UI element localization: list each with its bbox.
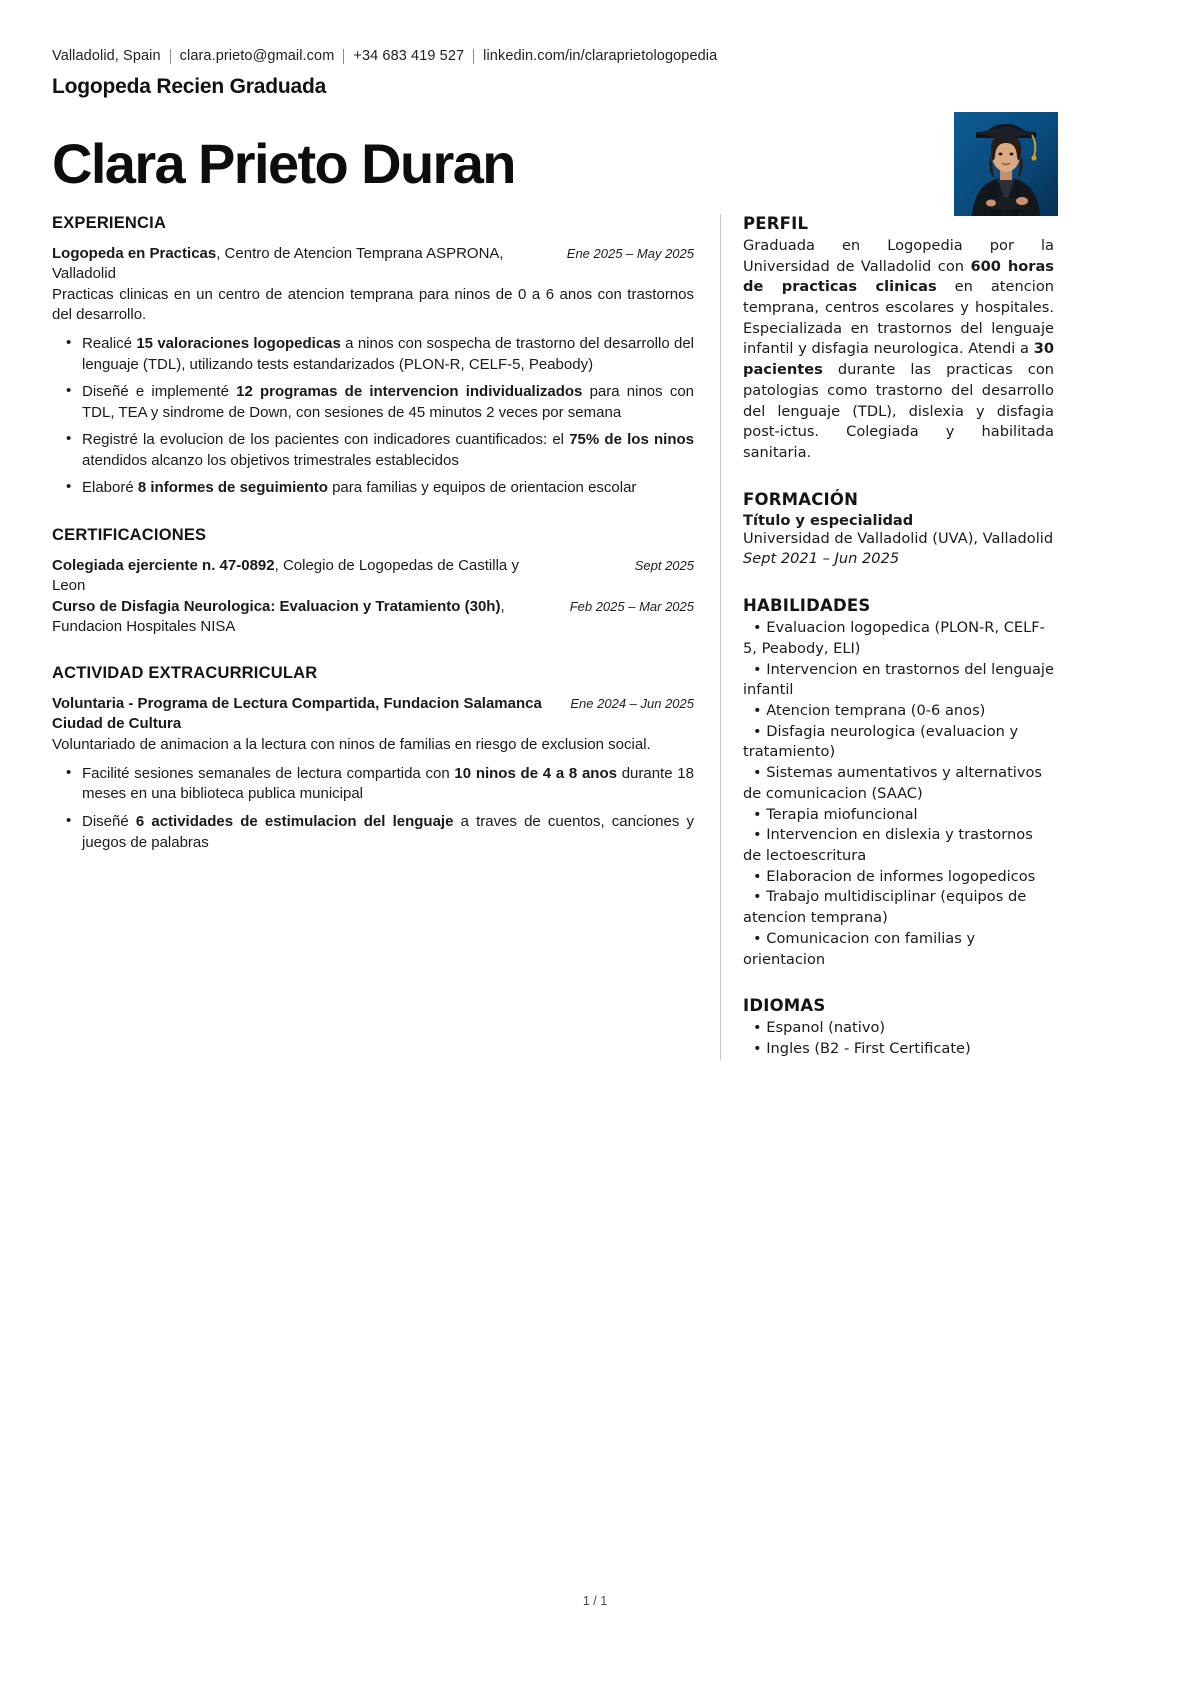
perfil-paragraph: Graduada en Logopedia por la Universidad de Valladolid con 600 horas de practicas clinicas en atencion temprana, centros escolares y hospitales. Especializada en trastornos del lenguaje infantil y disfagia neurologica. Atendi a 30 pacientes durante las practicas con patologias como trastorno del desarrollo del lenguaje (TDL), dislexia y disfagia post-ictus. Colegiada y habilitada sanitaria. [743, 236, 1055, 461]
section-title-experiencia: EXPERIENCIA [52, 213, 167, 232]
skill-item: • Atencion temprana (0-6 anos) [743, 701, 1054, 722]
section-title-perfil: PERFIL [743, 213, 809, 233]
skill-item: • Disfagia neurologica (evaluacion y tratamiento) [743, 722, 1054, 763]
bullet-item: • Realicé 15 valoraciones logopedicas a ninos con sospecha de trastorno del desarrollo del lenguaje (TDL), utilizando tests estandarizados (PLON-R, CELF-5, Peabody) [82, 334, 694, 375]
bullet-item: • Diseñé 6 actividades de estimulacion del lenguaje a traves de cuentos, canciones y juegos de palabras [82, 812, 694, 853]
extracurricular-entry [52, 694, 694, 853]
language-item: • Ingles (B2 - First Certificate) [743, 1039, 1054, 1060]
entry-title: Logopeda en Practicas, Centro de Atencion Temprana ASPRONA, Valladolid [52, 244, 504, 282]
bullet-item: • Registré la evolucion de los pacientes con indicadores cuantificados: el 75% de los ninos atendidos alcanzo los objetivos trimestrales establecidos [82, 430, 694, 471]
language-item: • Espanol (nativo) [743, 1018, 1054, 1039]
entry-header [52, 244, 694, 284]
candidate-name: Clara Prieto Duran [52, 132, 515, 195]
skill-item: • Sistemas aumentativos y alternativos de comunicacion (SAAC) [743, 763, 1054, 804]
entry-header [52, 694, 694, 734]
contact-separator [343, 49, 344, 64]
right-column [720, 214, 1054, 1060]
skill-item: • Comunicacion con familias y orientacion [743, 929, 1054, 970]
bullet-list [52, 334, 694, 499]
certification-title: Curso de Disfagia Neurologica: Evaluacion y Tratamiento (30h), Fundacion Hospitales NISA [52, 597, 505, 635]
experience-entry [52, 244, 694, 499]
entry-title: Voluntaria - Programa de Lectura Compartida, Fundacion Salamanca Ciudad de Cultura [52, 694, 542, 732]
contact-item: Valladolid, Spain [52, 48, 161, 64]
skill-item: • Intervencion en dislexia y trastornos de lectoescritura [743, 825, 1054, 866]
degree-title: Título y especialidad [743, 511, 914, 529]
bullet-list [52, 764, 694, 853]
certification-date: Sept 2025 [634, 558, 694, 573]
contact-separator [473, 49, 474, 64]
left-column [52, 214, 712, 860]
skill-item: • Terapia miofuncional [743, 805, 1054, 826]
headline: Logopeda Recien Graduada [52, 75, 327, 98]
section-title-extracurricular: ACTIVIDAD EXTRACURRICULAR [52, 663, 318, 682]
certifications-list [52, 556, 694, 637]
section-title-certificaciones: CERTIFICACIONES [52, 526, 207, 544]
certification-title: Colegiada ejerciente n. 47-0892, Colegio de Logopedas de Castilla y Leon [52, 557, 519, 594]
skill-item: • Evaluacion logopedica (PLON-R, CELF-5, Peabody, ELI) [743, 618, 1054, 659]
education-dates: Sept 2021 – Jun 2025 [743, 550, 900, 568]
certification-entry [52, 556, 694, 596]
graduation-portrait-icon [954, 112, 1058, 216]
certification-entry [52, 597, 694, 637]
contact-item[interactable]: clara.prieto@gmail.com [179, 48, 335, 64]
section-title-formacion: FORMACIÓN [743, 489, 859, 509]
school-name: Universidad de Valladolid (UVA), Valladolid [743, 529, 1054, 547]
extracurricular-list [52, 694, 694, 853]
experience-list [52, 244, 694, 499]
bullet-item: • Facilité sesiones semanales de lectura compartida con 10 ninos de 4 a 8 anos durante 18 meses en una biblioteca publica municipal [82, 764, 694, 805]
contact-item[interactable]: +34 683 419 527 [353, 48, 465, 64]
contact-separator [170, 49, 171, 64]
skill-item: • Trabajo multidisciplinar (equipos de atencion temprana) [743, 887, 1054, 928]
profile-photo [954, 112, 1058, 216]
contact-line [52, 48, 1140, 64]
entry-description: Practicas clinicas en un centro de atencion temprana para ninos de 0 a 6 anos con trastornos del desarrollo. [52, 285, 694, 323]
resume-body [0, 194, 1190, 1060]
skills-list [743, 618, 1054, 970]
entry-date: Ene 2024 – Jun 2025 [570, 695, 694, 711]
entry-description: Voluntariado de animacion a la lectura con ninos de familias en riesgo de exclusion social. [52, 735, 651, 753]
skill-item: • Elaboracion de informes logopedicos [743, 867, 1054, 888]
section-title-idiomas: IDIOMAS [743, 996, 826, 1016]
bullet-item: • Diseñé e implementé 12 programas de intervencion individualizados para ninos con TDL, TEA y sindrome de Down, con sesiones de 45 minutos 2 veces por semana [82, 382, 694, 423]
languages-list [743, 1018, 1054, 1059]
certification-date: Feb 2025 – Mar 2025 [569, 598, 694, 614]
entry-date: Ene 2025 – May 2025 [566, 245, 694, 261]
contact-item[interactable]: linkedin.com/in/claraprietologopedia [483, 48, 718, 64]
page-footer: 1 / 1 [582, 1594, 608, 1608]
bullet-item: • Elaboré 8 informes de seguimiento para familias y equipos de orientacion escolar [82, 478, 694, 499]
section-title-habilidades: HABILIDADES [743, 596, 871, 616]
skill-item: • Intervencion en trastornos del lenguaje infantil [743, 660, 1054, 701]
